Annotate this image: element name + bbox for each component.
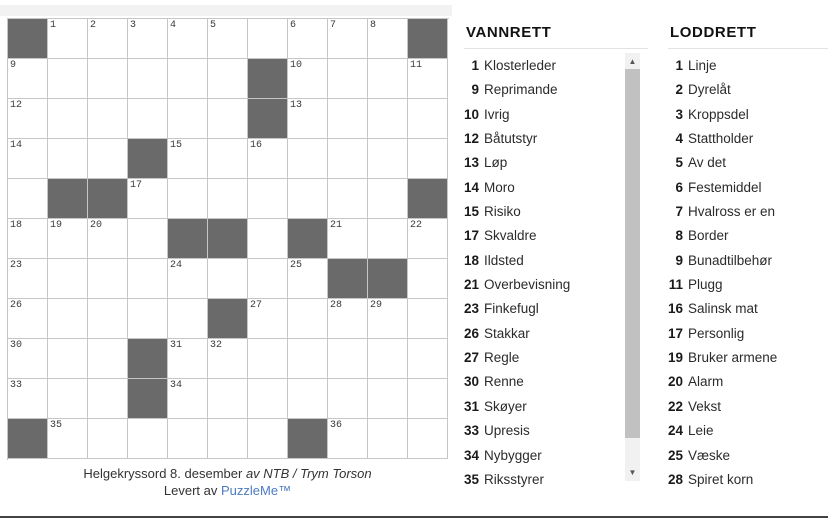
clue-number: 9 [675,252,683,268]
down-panel [668,24,828,492]
caption-credit-line [7,483,448,500]
cell-number: 1 [50,20,57,31]
grid-cell[interactable] [128,299,168,339]
cell-number: 35 [50,420,63,431]
cell-number: 27 [250,300,263,311]
grid-cell[interactable] [408,59,448,99]
grid-cell[interactable] [408,99,448,139]
clue-item-across-9[interactable] [464,78,648,102]
caption-credit-prefix: Levert av [163,482,221,498]
clue-text: Border [688,228,729,244]
grid-cell-black [128,379,168,419]
clue-item-down-11[interactable] [668,273,828,297]
scrollbar-down-button[interactable] [625,464,640,481]
cell-number: 6 [290,20,297,31]
clue-number: 26 [464,325,480,341]
cell-number: 19 [50,220,63,231]
clue-number: 7 [675,204,683,220]
grid-cell[interactable] [88,99,128,139]
clue-item-down-9[interactable] [668,249,828,273]
cell-number: 12 [10,100,23,111]
grid-cell-black [208,219,248,259]
grid-cell-black [248,59,288,99]
clue-text: Ildsted [484,252,524,268]
cell-number: 21 [330,220,343,231]
grid-cell[interactable] [48,219,88,259]
grid-cell[interactable] [248,379,288,419]
clue-item-across-33[interactable] [464,419,648,443]
clue-text: Reprimande [484,82,558,98]
grid-cell[interactable] [408,419,448,459]
clue-item-across-1[interactable] [464,54,648,78]
clue-item-across-27[interactable] [464,346,648,370]
scrollbar-up-button[interactable] [625,53,640,69]
grid-cell[interactable] [128,19,168,59]
grid-cell[interactable] [88,379,128,419]
grid-cell[interactable] [288,59,328,99]
clue-number: 10 [464,106,480,122]
clue-text: Skvaldre [484,228,537,244]
clue-item-across-31[interactable] [464,395,648,419]
grid-cell[interactable] [368,19,408,59]
grid-cell-black [48,179,88,219]
caption-title-line [7,466,448,483]
clue-text: Ivrig [484,106,510,122]
clue-item-across-34[interactable] [464,444,648,468]
cell-number: 26 [10,300,23,311]
clue-number: 17 [464,228,480,244]
grid-cell[interactable] [208,339,248,379]
cell-number: 22 [410,220,423,231]
clue-text: Skøyer [484,398,527,414]
grid-cell[interactable] [128,219,168,259]
cell-number: 18 [10,220,23,231]
clue-number: 22 [668,398,684,414]
clue-number: 31 [464,398,480,414]
across-panel [464,24,648,492]
clue-text: Klosterleder [484,58,557,73]
clue-item-down-22[interactable] [668,395,828,419]
cell-number: 23 [10,260,23,271]
grid-cell[interactable] [88,339,128,379]
grid-cell[interactable] [288,139,328,179]
cell-number: 13 [290,100,303,111]
grid-cell[interactable] [48,379,88,419]
grid-cell[interactable] [168,19,208,59]
clue-item-across-26[interactable] [464,322,648,346]
clue-item-across-10[interactable] [464,103,648,127]
cell-number: 32 [210,340,223,351]
clue-item-down-7[interactable] [668,200,828,224]
cell-number: 28 [330,300,343,311]
cell-number: 16 [250,140,263,151]
clue-text: Riksstyrer [484,471,544,487]
grid-cell-black [8,419,48,459]
grid-cell[interactable] [88,59,128,99]
grid-cell-black [408,179,448,219]
grid-cell[interactable] [248,139,288,179]
clue-text: Finkefugl [484,301,539,317]
grid-cell[interactable] [328,339,368,379]
clue-text: Stattholder [688,131,754,147]
grid-cell[interactable] [168,179,208,219]
grid-cell[interactable] [208,59,248,99]
grid-cell[interactable] [168,299,208,339]
clue-item-across-13[interactable] [464,151,648,175]
cell-number: 10 [290,60,303,71]
grid-cell[interactable] [208,419,248,459]
grid-cell[interactable] [88,259,128,299]
grid-cell-black [288,219,328,259]
clue-text: Vekst [688,398,722,414]
grid-cell[interactable] [368,59,408,99]
clue-number: 5 [675,155,683,171]
grid-cell[interactable] [88,299,128,339]
clue-number: 25 [668,447,684,463]
clue-item-down-20[interactable] [668,370,828,394]
across-scrollbar[interactable] [625,53,640,481]
grid-cell[interactable] [8,379,48,419]
grid-cell[interactable] [88,19,128,59]
grid-cell[interactable] [248,419,288,459]
cell-number: 25 [290,260,303,271]
clue-text: Bunadtilbehør [688,252,773,268]
grid-cell[interactable] [128,259,168,299]
grid-cell[interactable] [88,139,128,179]
clue-number: 27 [464,350,480,366]
clue-text: Leie [688,423,714,439]
clue-text: Overbevisning [484,277,571,293]
grid-cell[interactable] [408,299,448,339]
clue-item-across-18[interactable] [464,249,648,273]
clue-text: Av det [688,155,727,171]
puzzleme-link[interactable]: PuzzleMe™ [221,482,292,498]
clue-item-across-35[interactable] [464,468,648,492]
grid-cell[interactable] [248,299,288,339]
grid-cell[interactable] [48,299,88,339]
clue-text: Spiret korn [688,471,754,487]
grid-cell-black [128,139,168,179]
clue-item-down-8[interactable] [668,224,828,248]
arrow-up-icon: ▲ [628,56,637,66]
clue-number: 35 [464,471,480,487]
clue-item-down-2[interactable] [668,78,828,102]
grid-cell[interactable] [8,259,48,299]
down-title: LODDRETT [670,24,757,41]
bottom-border-line [0,516,828,518]
clue-text: Festemiddel [688,179,762,195]
grid-cell[interactable] [368,419,408,459]
clue-item-down-28[interactable] [668,468,828,492]
clue-text: Regle [484,350,520,366]
clue-number: 23 [464,301,480,317]
clue-number: 33 [464,423,480,439]
grid-cell[interactable] [368,179,408,219]
grid-cell[interactable] [288,179,328,219]
grid-cell[interactable] [328,19,368,59]
grid-cell[interactable] [128,59,168,99]
grid-cell[interactable] [328,59,368,99]
clue-text: Væske [688,447,731,463]
grid-cell[interactable] [328,219,368,259]
clue-number: 15 [464,204,480,220]
clue-item-down-25[interactable] [668,444,828,468]
grid-cell[interactable] [208,19,248,59]
cell-number: 9 [10,60,17,71]
across-list [464,54,648,492]
board-top-strip [0,5,452,16]
clue-number: 14 [464,179,480,195]
grid-cell[interactable] [88,419,128,459]
grid-cell[interactable] [48,19,88,59]
clue-item-across-17[interactable] [464,224,648,248]
across-divider [464,48,648,49]
grid-cell-black [288,419,328,459]
grid-cell-black [128,339,168,379]
grid-cell[interactable] [168,379,208,419]
grid-cell[interactable] [168,139,208,179]
clue-number: 34 [464,447,480,463]
grid-cell[interactable] [8,339,48,379]
grid-cell[interactable] [48,419,88,459]
grid-cell[interactable] [368,99,408,139]
clue-text: Renne [484,374,524,390]
clue-item-across-15[interactable] [464,200,648,224]
grid-cell[interactable] [168,99,208,139]
grid-cell-black [408,19,448,59]
clue-text: Nybygger [484,447,542,463]
cell-number: 3 [130,20,137,31]
grid-cell[interactable] [328,179,368,219]
arrow-down-icon: ▼ [628,468,637,477]
grid-cell[interactable] [128,99,168,139]
grid-cell[interactable] [368,299,408,339]
grid-cell[interactable] [48,99,88,139]
cell-number: 31 [170,340,183,351]
clue-text: Båtutstyr [484,131,538,147]
clue-number: 11 [668,277,683,293]
cell-number: 4 [170,20,177,31]
cell-number: 24 [170,260,183,271]
grid-cell-black [8,19,48,59]
cell-number: 14 [10,140,23,151]
clue-number: 30 [464,374,480,390]
clue-number: 16 [668,301,684,317]
clue-text: Dyrelåt [688,82,731,98]
clue-item-down-5[interactable] [668,151,828,175]
clue-text: Stakkar [484,325,530,341]
clue-text: Personlig [688,325,745,341]
clue-number: 24 [668,423,684,439]
clue-text: Risiko [484,204,521,220]
down-divider [668,48,828,49]
across-title: VANNRETT [466,24,552,41]
grid-cell-black [248,99,288,139]
cell-number: 2 [90,20,97,31]
grid-cell[interactable] [328,419,368,459]
grid-cell[interactable] [248,219,288,259]
clue-number: 21 [464,277,480,293]
grid-cell[interactable] [48,259,88,299]
grid-cell[interactable] [208,99,248,139]
grid-cell-black [88,179,128,219]
clue-item-down-1[interactable] [668,54,828,78]
clue-number: 28 [668,471,684,487]
grid-cell-black [208,299,248,339]
clue-number: 8 [675,228,683,244]
clue-text: Upresis [484,423,530,439]
grid-cell[interactable] [328,99,368,139]
cell-number: 30 [10,340,23,351]
grid-cell[interactable] [168,419,208,459]
grid-cell[interactable] [128,419,168,459]
clue-item-down-3[interactable] [668,103,828,127]
scrollbar-thumb[interactable] [625,69,640,438]
cell-number: 11 [410,60,423,71]
grid-cell[interactable] [8,59,48,99]
clue-text: Salinsk mat [688,301,758,317]
grid-cell[interactable] [288,339,328,379]
grid-cell[interactable] [288,259,328,299]
grid-cell[interactable] [168,339,208,379]
grid-cell[interactable] [328,379,368,419]
clue-item-down-24[interactable] [668,419,828,443]
grid-cell[interactable] [168,59,208,99]
clue-text: Alarm [688,374,724,390]
grid-cell[interactable] [408,259,448,299]
grid-cell[interactable] [408,379,448,419]
grid-cell-black [328,259,368,299]
grid-cell[interactable] [208,259,248,299]
grid-cell[interactable] [248,339,288,379]
cell-number: 33 [10,380,23,391]
clue-number: 18 [464,252,480,268]
cell-number: 5 [210,20,217,31]
grid-cell[interactable] [368,379,408,419]
clue-number: 1 [471,58,479,73]
grid-cell[interactable] [288,299,328,339]
cell-number: 36 [330,420,343,431]
clue-number: 6 [675,179,683,195]
clue-number: 20 [668,374,684,390]
grid-cell[interactable] [8,299,48,339]
clue-item-across-23[interactable] [464,297,648,321]
grid-cell[interactable] [48,139,88,179]
grid-cell-black [168,219,208,259]
clue-text: Moro [484,179,515,195]
clue-text: Kroppsdel [688,106,749,122]
cell-number: 34 [170,380,183,391]
grid-cell[interactable] [408,219,448,259]
grid-cell[interactable] [88,219,128,259]
clue-text: Løp [484,155,508,171]
clue-number: 1 [675,58,683,73]
clue-item-down-17[interactable] [668,322,828,346]
clue-item-across-12[interactable] [464,127,648,151]
grid-cell[interactable] [368,339,408,379]
grid-cell[interactable] [288,19,328,59]
clue-number: 17 [668,325,684,341]
clue-number: 12 [464,131,480,147]
clue-text: Plugg [688,277,723,293]
grid-cell[interactable] [248,259,288,299]
clue-item-down-6[interactable] [668,176,828,200]
clue-item-down-19[interactable] [668,346,828,370]
clue-item-down-16[interactable] [668,297,828,321]
clue-number: 19 [668,350,684,366]
grid-cell[interactable] [368,139,408,179]
crossword-grid [7,18,449,460]
grid-cell[interactable] [288,99,328,139]
clue-item-across-30[interactable] [464,370,648,394]
grid-cell[interactable] [208,139,248,179]
grid-cell[interactable] [288,379,328,419]
puzzle-caption [7,466,448,499]
clue-item-across-21[interactable] [464,273,648,297]
cell-number: 29 [370,300,383,311]
grid-cell[interactable] [128,179,168,219]
clue-text: Linje [688,58,717,73]
clue-item-down-4[interactable] [668,127,828,151]
grid-cell-black [368,259,408,299]
clue-text: Hvalross er en [688,204,776,220]
grid-cell[interactable] [168,259,208,299]
grid-cell[interactable] [208,379,248,419]
cell-number: 20 [90,220,103,231]
grid-cell[interactable] [8,139,48,179]
clue-number: 2 [675,82,683,98]
caption-title: Helgekryssord 8. desember [83,466,246,481]
down-list [668,54,828,492]
grid-cell[interactable] [408,139,448,179]
clue-number: 3 [675,106,683,122]
caption-author: av NTB / Trym Torson [245,466,372,481]
grid-cell[interactable] [48,339,88,379]
scrollbar-track[interactable] [625,438,640,464]
clue-item-across-14[interactable] [464,176,648,200]
clue-number: 13 [464,155,480,171]
grid-cell[interactable] [328,139,368,179]
grid-cell[interactable] [208,179,248,219]
cell-number: 15 [170,140,183,151]
grid-cell[interactable] [248,19,288,59]
clue-number: 9 [471,82,479,98]
cell-number: 7 [330,20,337,31]
grid-cell[interactable] [408,339,448,379]
grid-cell[interactable] [368,219,408,259]
cell-number: 8 [370,20,377,31]
clue-text: Bruker armene [688,350,778,366]
grid-cell[interactable] [48,59,88,99]
grid-cell[interactable] [248,179,288,219]
clue-number: 4 [675,131,683,147]
grid-cell[interactable] [8,179,48,219]
grid-cell[interactable] [8,99,48,139]
grid-cell[interactable] [8,219,48,259]
grid-cell[interactable] [328,299,368,339]
cell-number: 17 [130,180,143,191]
